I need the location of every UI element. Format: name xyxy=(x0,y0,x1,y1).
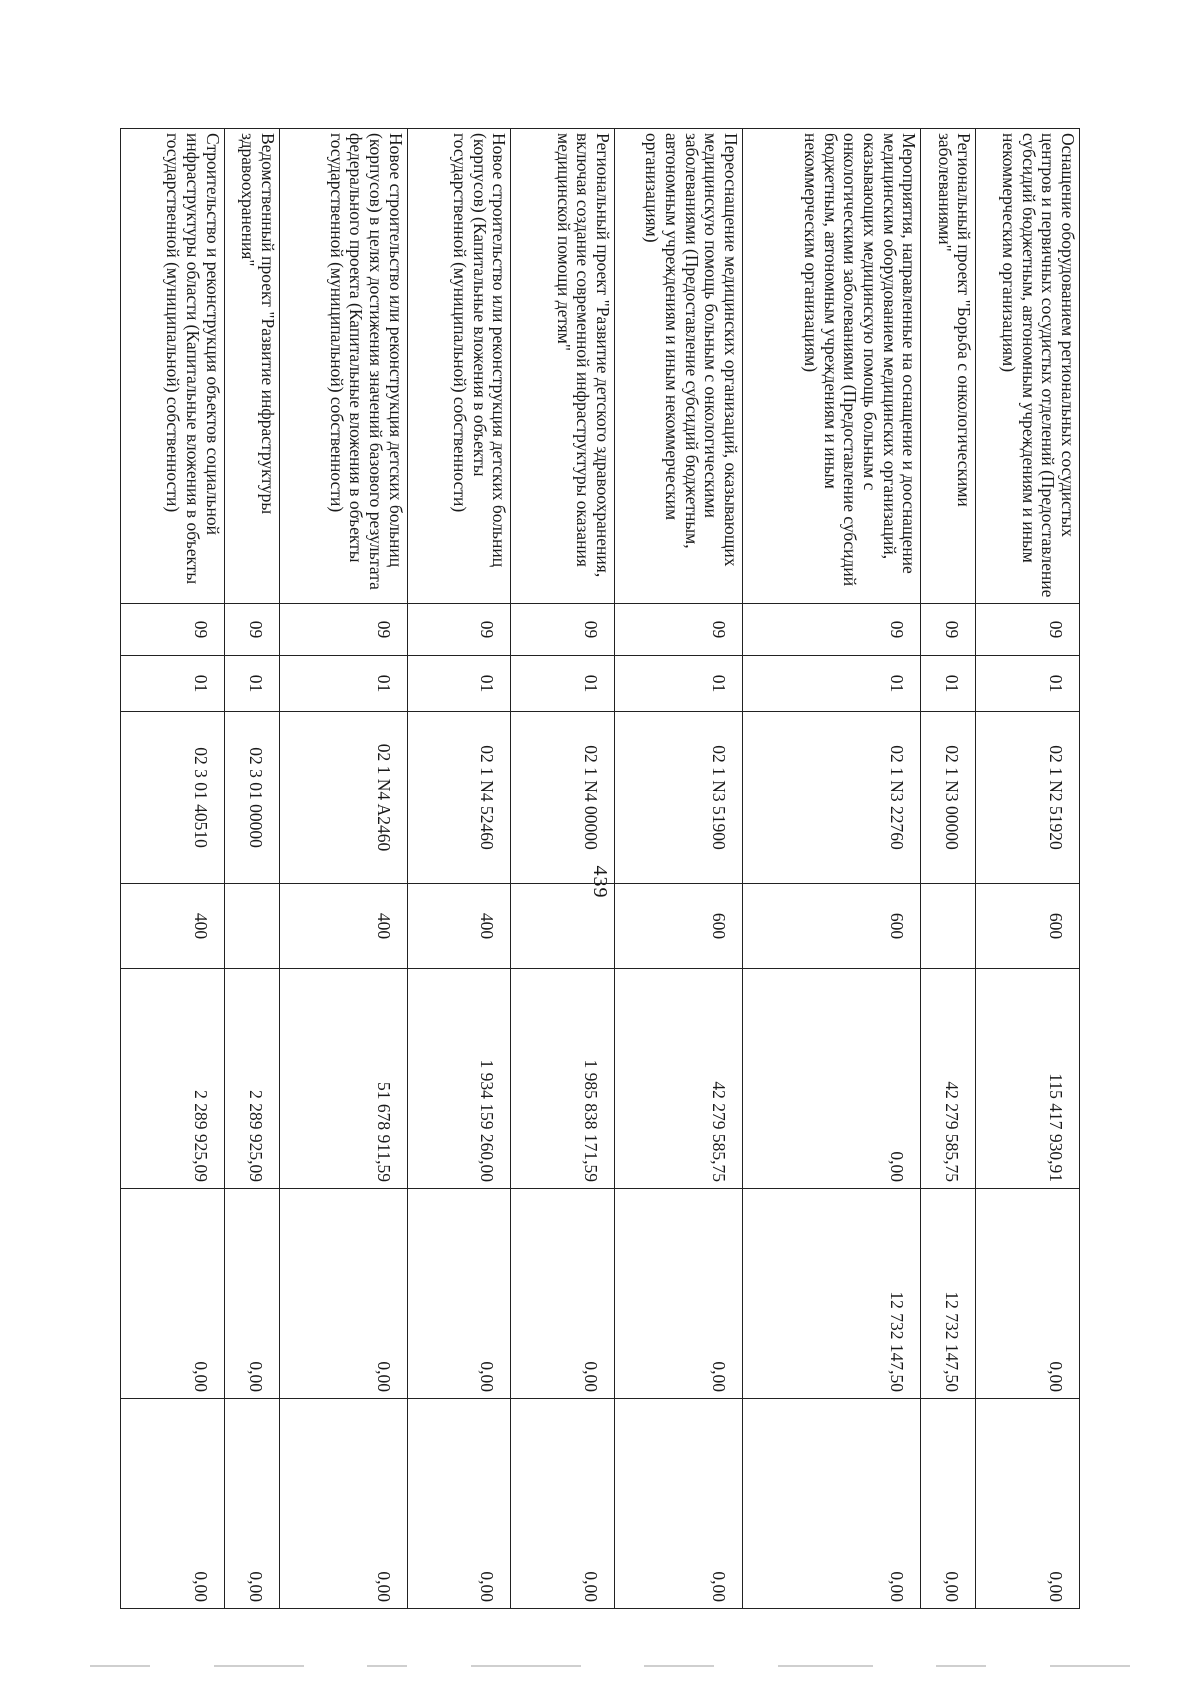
expense-type-code: 600 xyxy=(976,884,1080,969)
target-article-code: 02 1 N3 51900 xyxy=(614,712,742,884)
table-row xyxy=(742,129,921,1609)
section-code: 01 xyxy=(407,656,511,712)
amount-1: 0,00 xyxy=(742,969,921,1189)
table-row xyxy=(976,129,1080,1609)
ved-code: 09 xyxy=(121,604,225,656)
amount-3: 0,00 xyxy=(511,1399,615,1609)
section-code: 01 xyxy=(614,656,742,712)
row-name: Оснащение оборудованием региональных сосудистых центров и первичных сосудистых отделений (Предоставление субсидий бюджетным, автономным учреждениям и иным некоммерческим организациям) xyxy=(976,129,1080,604)
amount-3: 0,00 xyxy=(921,1399,976,1609)
amount-3: 0,00 xyxy=(279,1399,407,1609)
amount-1: 42 279 585,75 xyxy=(614,969,742,1189)
amount-2: 0,00 xyxy=(614,1189,742,1399)
amount-2: 0,00 xyxy=(224,1189,279,1399)
row-name: Переоснащение медицинских организаций, оказывающих медицинскую помощь больным с онкологическими заболеваниями (Предоставление субсидий бюджетным, автономным учреждениям и иным некоммерческим организациям) xyxy=(614,129,742,604)
amount-2: 0,00 xyxy=(279,1189,407,1399)
target-article-code: 02 3 01 00000 xyxy=(224,712,279,884)
table-row xyxy=(511,129,615,1609)
expense-type-code: 600 xyxy=(614,884,742,969)
section-code: 01 xyxy=(511,656,615,712)
ved-code: 09 xyxy=(279,604,407,656)
amount-1: 115 417 930,91 xyxy=(976,969,1080,1189)
rotated-table-container xyxy=(120,128,1080,1608)
ved-code: 09 xyxy=(511,604,615,656)
ved-code: 09 xyxy=(224,604,279,656)
target-article-code: 02 1 N3 00000 xyxy=(921,712,976,884)
amount-2: 12 732 147,50 xyxy=(921,1189,976,1399)
target-article-code: 02 1 N3 22760 xyxy=(742,712,921,884)
amount-1: 42 279 585,75 xyxy=(921,969,976,1189)
table-row xyxy=(614,129,742,1609)
target-article-code: 02 3 01 40510 xyxy=(121,712,225,884)
amount-3: 0,00 xyxy=(742,1399,921,1609)
ved-code: 09 xyxy=(742,604,921,656)
section-code: 01 xyxy=(976,656,1080,712)
table-row xyxy=(279,129,407,1609)
target-article-code: 02 1 N4 00000 xyxy=(511,712,615,884)
amount-2: 12 732 147,50 xyxy=(742,1189,921,1399)
page-number: 439 xyxy=(589,865,612,899)
scan-artifact-marks xyxy=(90,1665,1130,1669)
expense-type-code xyxy=(511,884,615,969)
section-code: 01 xyxy=(224,656,279,712)
table-row xyxy=(121,129,225,1609)
expense-type-code: 400 xyxy=(121,884,225,969)
row-name: Строительство и реконструкция объектов социальной инфраструктуры области (Капитальные вложения в объекты государственной (муниципальной) собственности) xyxy=(121,129,225,604)
expense-type-code: 600 xyxy=(742,884,921,969)
amount-1: 51 678 911,59 xyxy=(279,969,407,1189)
amount-3: 0,00 xyxy=(976,1399,1080,1609)
row-name: Мероприятия, направленные на оснащение и дооснащение медицинским оборудованием медицинских организаций, оказывающих медицинскую помощь больным с онкологическими заболеваниями (Предоставление субсидий бюджетным, автономным учреждениям и иным некоммерческим организациям) xyxy=(742,129,921,604)
target-article-code: 02 1 N4 A2460 xyxy=(279,712,407,884)
row-name: Региональный проект "Борьба с онкологическими заболеваниями" xyxy=(921,129,976,604)
amount-1: 1 934 159 260,00 xyxy=(407,969,511,1189)
table-row xyxy=(224,129,279,1609)
row-name: Новое строительство или реконструкция детских больниц (корпусов) (Капитальные вложения в объекты государственной (муниципальной) собственности) xyxy=(407,129,511,604)
amount-2: 0,00 xyxy=(976,1189,1080,1399)
target-article-code: 02 1 N2 51920 xyxy=(976,712,1080,884)
row-name: Ведомственный проект "Развитие инфраструктуры здравоохранения" xyxy=(224,129,279,604)
expense-type-code xyxy=(921,884,976,969)
ved-code: 09 xyxy=(614,604,742,656)
amount-1: 2 289 925,09 xyxy=(224,969,279,1189)
section-code: 01 xyxy=(121,656,225,712)
expense-type-code: 400 xyxy=(407,884,511,969)
amount-3: 0,00 xyxy=(407,1399,511,1609)
expense-type-code: 400 xyxy=(279,884,407,969)
section-code: 01 xyxy=(921,656,976,712)
target-article-code: 02 1 N4 52460 xyxy=(407,712,511,884)
table-row xyxy=(921,129,976,1609)
row-name: Новое строительство или реконструкция детских больниц (корпусов) в целях достижения значений базового результата федерального проекта (Капитальные вложения в объекты государственной (муниципальной) собственности) xyxy=(279,129,407,604)
amount-3: 0,00 xyxy=(121,1399,225,1609)
table-row xyxy=(407,129,511,1609)
row-name: Региональный проект "Развитие детского здравоохранения, включая создание современной инфраструктуры оказания медицинской помощи детям" xyxy=(511,129,615,604)
amount-3: 0,00 xyxy=(614,1399,742,1609)
amount-3: 0,00 xyxy=(224,1399,279,1609)
section-code: 01 xyxy=(279,656,407,712)
ved-code: 09 xyxy=(976,604,1080,656)
expense-type-code xyxy=(224,884,279,969)
amount-1: 1 985 838 171,59 xyxy=(511,969,615,1189)
budget-table xyxy=(120,128,1080,1609)
amount-2: 0,00 xyxy=(511,1189,615,1399)
amount-2: 0,00 xyxy=(121,1189,225,1399)
ved-code: 09 xyxy=(921,604,976,656)
section-code: 01 xyxy=(742,656,921,712)
amount-1: 2 289 925,09 xyxy=(121,969,225,1189)
amount-2: 0,00 xyxy=(407,1189,511,1399)
ved-code: 09 xyxy=(407,604,511,656)
